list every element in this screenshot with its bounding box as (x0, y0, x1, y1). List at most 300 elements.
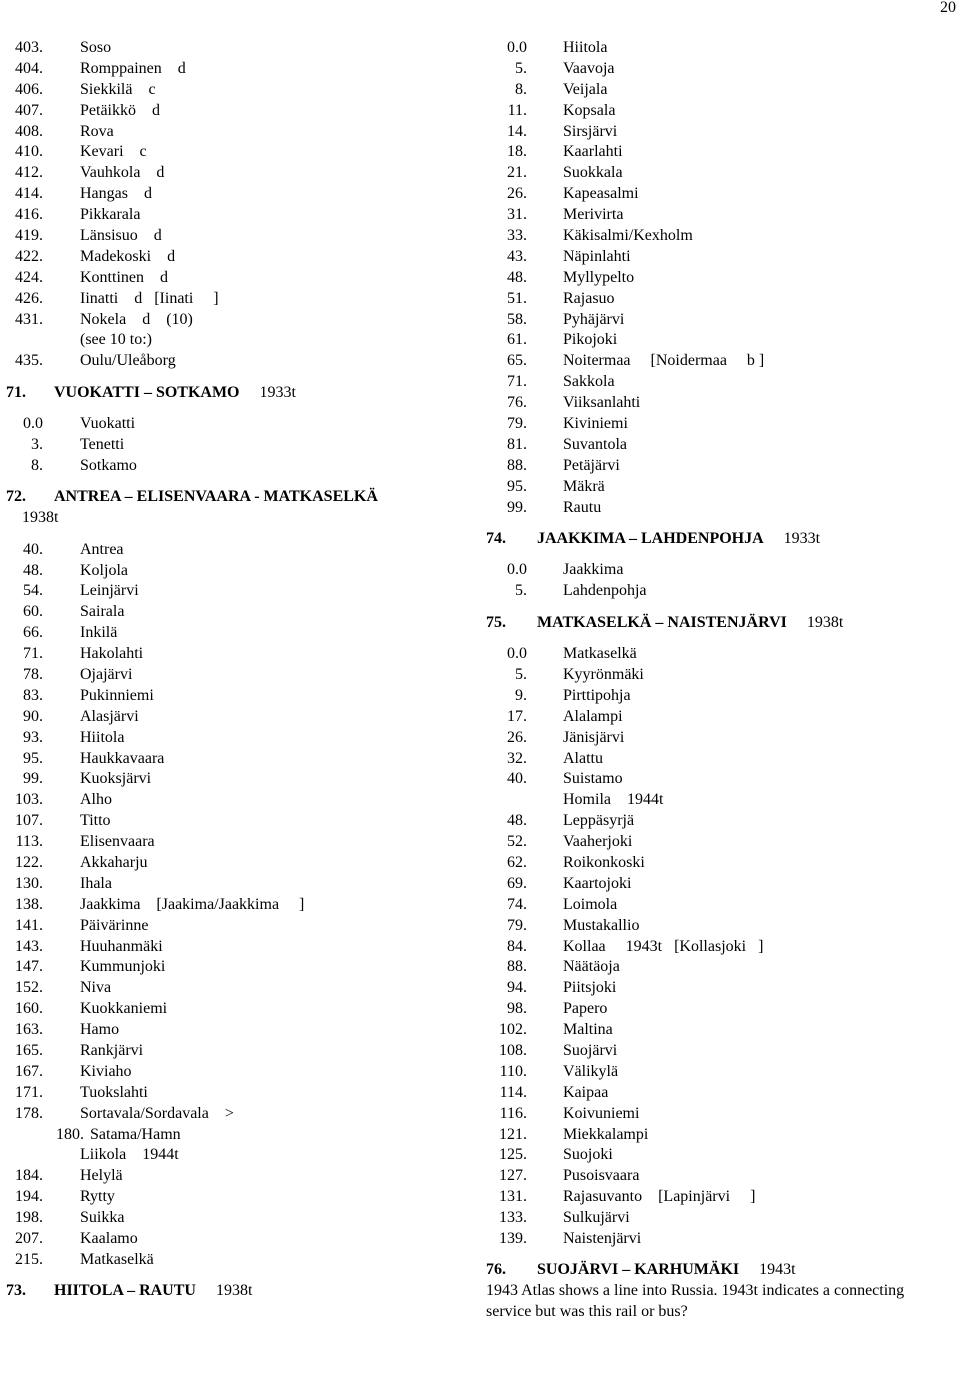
station-name: Inkilä (80, 624, 118, 642)
station-row (486, 957, 956, 978)
km-value: 163. (15, 1021, 43, 1039)
station-name: Kaalamo (80, 1230, 138, 1247)
km-value: 127. (499, 1167, 527, 1185)
station-row (486, 59, 956, 80)
km-value: 32. (507, 749, 527, 767)
station-name: Viiksanlahti (563, 394, 641, 412)
km-value: 406. (15, 80, 43, 98)
station-row (486, 1020, 956, 1041)
station-name: Vaaherjoki (563, 833, 633, 851)
station-name: Kuokkaniemi (80, 1000, 168, 1018)
km-value: 5. (515, 582, 527, 600)
km-value: 79. (507, 415, 527, 433)
km-value: 60. (23, 603, 43, 621)
station-row (486, 811, 956, 832)
station-row (6, 456, 476, 477)
station-row (6, 602, 476, 623)
section-title: ANTREA – ELISENVAARA - MATKASELKÄ (54, 488, 378, 506)
km-value: 0.0 (507, 645, 527, 663)
km-value: 114. (499, 1083, 527, 1101)
station-name: Loimola (563, 895, 618, 913)
station-row (6, 790, 476, 811)
km-value: 103. (15, 791, 43, 809)
km-value: 14. (507, 122, 527, 140)
station-row (486, 1125, 956, 1146)
km-value: 76. (507, 394, 527, 412)
station-row (486, 916, 956, 937)
station-name: Piitsjoki (563, 979, 617, 997)
station-name: Päivärinne (80, 916, 149, 934)
station-row (486, 937, 956, 958)
km-value: 147. (15, 958, 43, 976)
station-name: Vauhkola d (80, 164, 165, 182)
km-value: 116. (499, 1104, 527, 1122)
left-column (6, 38, 476, 1302)
section-year: 1933t (783, 529, 821, 547)
station-row (486, 184, 956, 205)
station-name: Nokela d (10) (80, 310, 193, 328)
station-name: Kapeasalmi (563, 185, 639, 203)
station-row (486, 1166, 956, 1187)
km-value: 95. (507, 477, 527, 495)
station-row (486, 1062, 956, 1083)
station-name: Käkisalmi/Kexholm (563, 227, 693, 245)
station-name: Matkaselkä (563, 645, 637, 663)
km-value: 122. (15, 853, 43, 871)
km-value: 0.0 (507, 561, 527, 579)
station-row (6, 205, 476, 226)
station-name: Hakolahti (80, 645, 144, 663)
station-name: Miekkalampi (563, 1125, 649, 1143)
station-name: Alalampi (563, 707, 623, 725)
station-row (486, 101, 956, 122)
km-value: 422. (15, 247, 43, 265)
station-row (6, 1187, 476, 1208)
station-row (6, 351, 476, 372)
km-value: 65. (507, 352, 527, 370)
station-name: Rautu (563, 498, 602, 516)
km-value: 61. (507, 331, 527, 349)
station-name: Länsisuo d (80, 227, 162, 245)
page-number: 20 (940, 0, 956, 16)
section-year: 1938t (806, 613, 844, 631)
km-value: 48. (23, 561, 43, 579)
station-row (486, 1041, 956, 1062)
station-name: Noitermaa [Noidermaa b ] (563, 352, 765, 370)
station-name: Jänisjärvi (563, 728, 625, 746)
km-value: 141. (15, 916, 43, 934)
station-name: Haukkavaara (80, 749, 165, 767)
km-value: 79. (507, 916, 527, 934)
km-value: 48. (507, 268, 527, 286)
station-name: Hiitola (80, 728, 125, 746)
station-name: Lahdenpohja (563, 582, 647, 600)
station-row (486, 978, 956, 999)
km-value: 83. (23, 686, 43, 704)
station-name: Näätäoja (563, 958, 620, 976)
station-name: Akkaharju (80, 853, 148, 871)
spacer (486, 550, 956, 561)
station-row (486, 372, 956, 393)
km-value: 94. (507, 979, 527, 997)
station-name: Iinatti d [Iinati ] (80, 289, 219, 307)
station-row (6, 1104, 476, 1125)
km-value: 426. (15, 289, 43, 307)
station-name: Elisenvaara (80, 833, 155, 851)
station-row (6, 330, 476, 351)
right-column (486, 38, 956, 1323)
station-name: Vuokatti (80, 415, 136, 433)
km-value: 88. (507, 456, 527, 474)
station-row (6, 226, 476, 247)
station-row (486, 122, 956, 143)
station-name: Papero (563, 1000, 608, 1018)
station-name: Oulu/Uleåborg (80, 352, 176, 370)
km-value: 130. (15, 874, 43, 892)
km-value: 180. (56, 1125, 84, 1143)
km-value: 5. (515, 665, 527, 683)
station-name: Rytty (80, 1188, 115, 1206)
section-76-note: 1943 Atlas shows a line into Russia. 1943t indicates a connecting service but was this rail or bus? (486, 1282, 905, 1321)
station-name: Alho (80, 791, 112, 809)
km-value: 62. (507, 853, 527, 871)
km-value: 90. (23, 707, 43, 725)
station-row (6, 122, 476, 143)
station-row (6, 999, 476, 1020)
station-name: Rajasuvanto [Lapinjärvi ] (563, 1188, 756, 1206)
km-value: 48. (507, 812, 527, 830)
station-row (6, 581, 476, 602)
km-value: 138. (15, 895, 43, 913)
station-name: Kaarlahti (563, 143, 623, 161)
spacer (6, 529, 476, 540)
km-value: 125. (499, 1146, 527, 1164)
km-value: 160. (15, 1000, 43, 1018)
station-row (486, 226, 956, 247)
section-title: MATKASELKÄ – NAISTENJÄRVI 1938t (537, 613, 844, 631)
km-value: 5. (515, 59, 527, 77)
km-value: 26. (507, 185, 527, 203)
station-name: Sairala (80, 603, 125, 621)
station-row (6, 728, 476, 749)
spacer (486, 634, 956, 645)
km-value: 74. (507, 895, 527, 913)
km-value: 139. (499, 1229, 527, 1247)
km-value: 54. (23, 582, 43, 600)
station-name: Suistamo (563, 770, 623, 788)
station-row (6, 435, 476, 456)
station-row (6, 1041, 476, 1062)
station-row (486, 477, 956, 498)
station-row (486, 205, 956, 226)
section-number: 76. (486, 1261, 506, 1279)
station-row (6, 1125, 476, 1146)
station-row (486, 1104, 956, 1125)
station-name: Antrea (80, 540, 124, 558)
km-value: 33. (507, 227, 527, 245)
km-value: 404. (15, 59, 43, 77)
km-value: 84. (507, 937, 527, 955)
spacer (6, 1271, 476, 1282)
km-value: 194. (15, 1188, 43, 1206)
station-row (6, 101, 476, 122)
station-name: Romppainen d (80, 59, 186, 77)
station-row (486, 330, 956, 351)
station-name: Mäkrä (563, 477, 605, 495)
km-value: 8. (515, 80, 527, 98)
km-value: 408. (15, 122, 43, 140)
station-name: Kevari c (80, 143, 147, 161)
station-name: Koljola (80, 561, 128, 579)
section-74-heading (486, 529, 956, 550)
km-value: 51. (507, 289, 527, 307)
station-name: Pukinniemi (80, 686, 154, 704)
section-year: 1938t (215, 1282, 253, 1300)
km-value: 21. (507, 164, 527, 182)
station-name: Niva (80, 979, 112, 997)
section-76-heading (486, 1260, 956, 1281)
station-name: Suikka (80, 1209, 125, 1227)
km-value: 99. (507, 498, 527, 516)
station-name: Petäikkö d (80, 101, 160, 119)
station-row (486, 351, 956, 372)
station-row (6, 916, 476, 937)
station-row (6, 561, 476, 582)
km-value: 71. (507, 373, 527, 391)
station-row (6, 268, 476, 289)
station-row (486, 38, 956, 59)
section-75-heading (486, 613, 956, 634)
station-name: Kyyrönmäki (563, 665, 644, 683)
station-row (486, 874, 956, 895)
station-row (486, 665, 956, 686)
km-value: 178. (15, 1104, 43, 1122)
section-number: 74. (486, 529, 506, 547)
station-name: Pusoisvaara (563, 1167, 640, 1185)
km-value: 171. (15, 1083, 43, 1101)
km-value: 43. (507, 247, 527, 265)
section-year: 1938t (22, 509, 59, 527)
station-row (486, 142, 956, 163)
km-value: 40. (507, 770, 527, 788)
km-value: 52. (507, 833, 527, 851)
station-row (6, 247, 476, 268)
station-row (486, 289, 956, 310)
station-name: Titto (80, 812, 111, 830)
station-name: Suojärvi (563, 1041, 618, 1059)
station-name: Sirsjärvi (563, 122, 618, 140)
liikola-note-text: Liikola 1944t (80, 1146, 179, 1164)
station-name: Hiitola (563, 39, 608, 56)
station-name: Pirttipohja (563, 686, 631, 704)
km-value: 58. (507, 310, 527, 328)
km-value: 110. (499, 1062, 527, 1080)
station-row (6, 853, 476, 874)
km-value: 98. (507, 1000, 527, 1018)
station-row (6, 707, 476, 728)
km-value: 431. (15, 310, 43, 328)
station-name: Roikonkoski (563, 853, 645, 871)
station-row (6, 80, 476, 101)
station-row (6, 644, 476, 665)
station-row (486, 1187, 956, 1208)
spacer (6, 372, 476, 383)
station-row (486, 498, 956, 519)
station-name: Vaavoja (563, 59, 615, 77)
section-title: SUOJÄRVI – KARHUMÄKI 1943t (537, 1261, 796, 1279)
station-row (486, 247, 956, 268)
station-name: Sulkujärvi (563, 1209, 630, 1227)
station-row (486, 769, 956, 790)
station-name: Rova (80, 122, 114, 140)
station-name: Kuoksjärvi (80, 770, 152, 788)
km-value: 0.0 (23, 415, 43, 433)
station-name: Myllypelto (563, 268, 635, 286)
km-value: 17. (507, 707, 527, 725)
station-row (486, 310, 956, 331)
station-row (6, 184, 476, 205)
km-value: 93. (23, 728, 43, 746)
station-row (486, 80, 956, 101)
km-value: 113. (15, 833, 43, 851)
station-row (6, 289, 476, 310)
station-name: Maltina (563, 1021, 613, 1039)
km-value: 88. (507, 958, 527, 976)
section-number: 72. (6, 488, 26, 506)
km-value: 40. (23, 540, 43, 558)
station-name: Merivirta (563, 206, 624, 224)
station-name: Pikojoki (563, 331, 618, 349)
section-71-heading (6, 383, 476, 404)
station-name: (see 10 to:) (80, 331, 152, 349)
station-name: Naistenjärvi (563, 1229, 642, 1247)
spacer (486, 1250, 956, 1261)
km-value: 152. (15, 979, 43, 997)
station-name-text: Satama/Hamn (90, 1125, 181, 1143)
station-name: Ojajärvi (80, 665, 133, 683)
spacer (6, 477, 476, 488)
station-name: Konttinen d (80, 268, 168, 286)
station-name: Hangas d (80, 185, 152, 203)
station-name: Suojoki (563, 1146, 613, 1164)
station-name: Koivuniemi (563, 1104, 640, 1122)
station-row (486, 414, 956, 435)
section-number: 71. (6, 383, 26, 401)
station-row (6, 769, 476, 790)
station-name: Leppäsyrjä (563, 812, 635, 830)
km-value: 9. (515, 686, 527, 704)
section-title: HIITOLA – RAUTU 1938t (54, 1282, 253, 1300)
station-row (6, 59, 476, 80)
station-row (6, 895, 476, 916)
station-name: Pyhäjärvi (563, 310, 625, 328)
station-row (6, 978, 476, 999)
station-name: Sakkola (563, 373, 615, 391)
station-name: Kummunjoki (80, 958, 166, 976)
station-row (486, 999, 956, 1020)
station-row (6, 142, 476, 163)
km-value: 407. (15, 101, 43, 119)
km-value: 410. (15, 143, 43, 161)
station-row (6, 1062, 476, 1083)
homila-note-text: Homila 1944t (563, 791, 664, 809)
station-name: Soso (80, 39, 112, 56)
station-name: Rajasuo (563, 289, 615, 307)
station-name: Petäjärvi (563, 456, 620, 474)
km-value: 416. (15, 206, 43, 224)
station-name: Jaakkima [Jaakima/Jaakkima ] (80, 895, 305, 913)
km-value: 18. (507, 143, 527, 161)
station-row (486, 895, 956, 916)
station-name: Leinjärvi (80, 582, 139, 600)
km-value: 424. (15, 268, 43, 286)
station-name: Sotkamo (80, 456, 137, 474)
km-value: 3. (31, 436, 43, 454)
km-value: 165. (15, 1041, 43, 1059)
km-value: 215. (15, 1250, 43, 1268)
station-name: Matkaselkä (80, 1250, 154, 1268)
km-value: 412. (15, 164, 43, 182)
station-name: Rankjärvi (80, 1041, 144, 1059)
km-value: 11. (507, 101, 527, 119)
km-value: 184. (15, 1167, 43, 1185)
km-value: 108. (499, 1041, 527, 1059)
station-row (486, 581, 956, 602)
section-title: VUOKATTI – SOTKAMO 1933t (54, 383, 296, 401)
station-name: Tuokslahti (80, 1083, 148, 1101)
station-row (6, 957, 476, 978)
station-row (6, 540, 476, 561)
km-value: 435. (15, 352, 43, 370)
station-row (6, 1229, 476, 1250)
spacer (486, 518, 956, 529)
station-row (6, 623, 476, 644)
station-row (486, 393, 956, 414)
station-name: Kollaa 1943t [Kollasjoki ] (563, 937, 764, 955)
station-row (486, 268, 956, 289)
station-row (486, 163, 956, 184)
station-row (486, 749, 956, 770)
station-row (6, 1166, 476, 1187)
station-row (486, 1145, 956, 1166)
station-row (6, 310, 476, 331)
station-name: Mustakallio (563, 916, 640, 934)
km-value: 419. (15, 227, 43, 245)
station-name: Sortavala/Sordavala > (80, 1104, 234, 1122)
station-name: Näpinlahti (563, 247, 631, 265)
station-row (6, 686, 476, 707)
station-row (6, 1020, 476, 1041)
station-row (486, 853, 956, 874)
station-name: Helylä (80, 1167, 123, 1185)
km-value: 69. (507, 874, 527, 892)
spacer (6, 404, 476, 415)
station-row (6, 1208, 476, 1229)
station-row (6, 811, 476, 832)
station-row (486, 686, 956, 707)
km-value: 167. (15, 1062, 43, 1080)
station-name: Huuhanmäki (80, 937, 163, 955)
station-row (6, 1083, 476, 1104)
station-name: Kiviaho (80, 1062, 132, 1080)
km-value: 78. (23, 665, 43, 683)
station-name: Hamo (80, 1021, 120, 1039)
station-name: Siekkilä c (80, 80, 156, 98)
station-name: Alattu (563, 749, 603, 767)
station-name: Kiviniemi (563, 415, 628, 433)
station-name: Veijala (563, 80, 608, 98)
station-name: Suvantola (563, 435, 627, 453)
